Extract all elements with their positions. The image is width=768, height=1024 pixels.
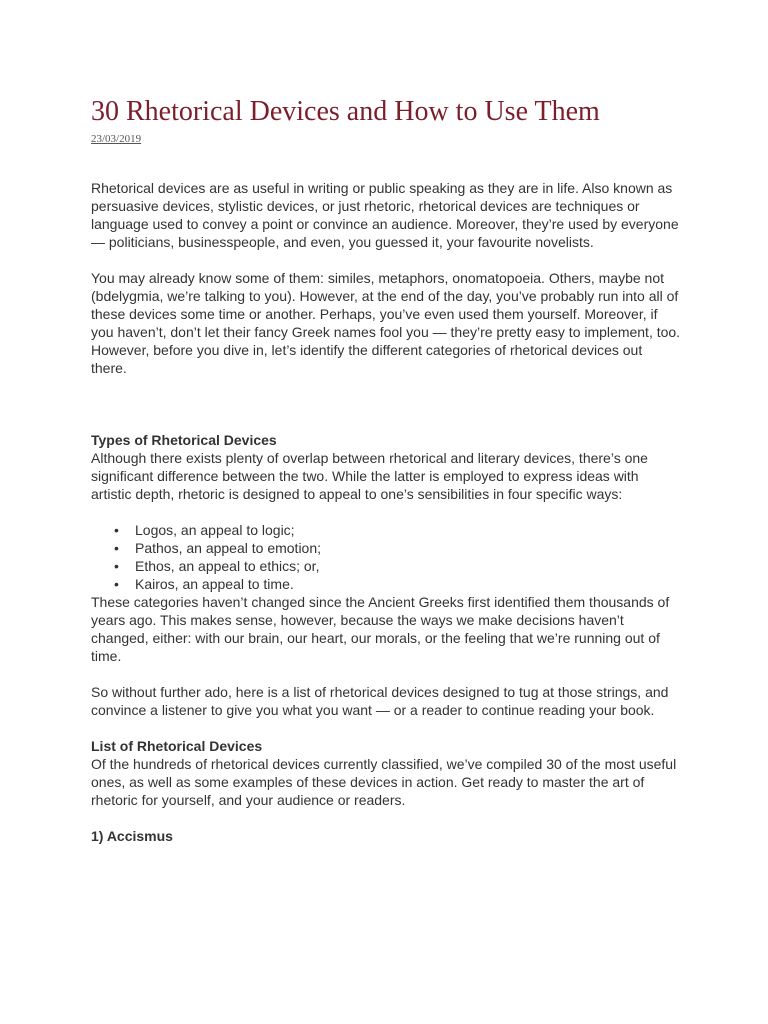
types-heading: Types of Rhetorical Devices [91, 432, 277, 448]
bullet-icon: • [114, 558, 119, 574]
list-item [91, 521, 681, 539]
types-intro-paragraph: Although there exists plenty of overlap between rhetorical and literary devices, there’s one significant difference between the two. While the latter is employed to express ideas with artistic depth, rhetoric is designed to appeal to one’s sensibilities in four specific ways: [91, 450, 648, 502]
types-followup-paragraph-1: These categories haven’t changed since the Ancient Greeks first identified them thousands of years ago. This makes sense, however, because the ways we make decisions haven’t changed, either: with our brain, our heart, our morals, or the feeling that we’re running out of time. [91, 594, 670, 664]
intro-paragraph-2: You may already know some of them: similes, metaphors, onomatopoeia. Others, maybe not (bdelygmia, we’re talking to you). However, at the end of the day, you’ve probably run into all of these devices some time or another. Perhaps, you’ve even used them yourself. Moreover, if you haven’t, don’t let their fancy Greek names fool you — they’re pretty easy to implement, too. However, before you dive in, let’s identify the different categories of rhetorical devices out there. [91, 270, 681, 376]
list-item [91, 575, 681, 593]
list-item-text: Ethos, an appeal to ethics; or, [135, 558, 320, 574]
bullet-icon: • [114, 522, 119, 538]
bullet-icon: • [114, 576, 119, 592]
article [91, 96, 681, 845]
list-item-text: Pathos, an appeal to emotion; [135, 540, 322, 556]
list-item-text: Kairos, an appeal to time. [135, 576, 294, 592]
list-heading: List of Rhetorical Devices [91, 738, 263, 754]
appeals-list [91, 521, 681, 593]
list-intro-paragraph: Of the hundreds of rhetorical devices currently classified, we’ve compiled 30 of the most useful ones, as well as some examples of these devices in action. Get ready to master the art of rhetoric for yourself, and your audience or readers. [91, 756, 677, 808]
list-item [91, 557, 681, 575]
list-item-text: Logos, an appeal to logic; [135, 522, 295, 538]
device-heading-accismus: 1) Accismus [91, 828, 173, 844]
types-followup-paragraph-2: So without further ado, here is a list of rhetorical devices designed to tug at those strings, and convince a listener to give you what you want — or a reader to continue reading your book. [91, 684, 669, 718]
article-date[interactable]: 23/03/2019 [91, 133, 142, 145]
intro-paragraph-1: Rhetorical devices are as useful in writing or public speaking as they are in life. Also known as persuasive devices, stylistic devices, or just rhetoric, rhetorical devices are techniques or language used to convey a point or convince an audience. Moreover, they’re used by everyone — politicians, businesspeople, and even, you guessed it, your favourite novelists. [91, 180, 679, 250]
list-item [91, 539, 681, 557]
article-title: 30 Rhetorical Devices and How to Use Them [91, 96, 600, 127]
bullet-icon: • [114, 540, 119, 556]
